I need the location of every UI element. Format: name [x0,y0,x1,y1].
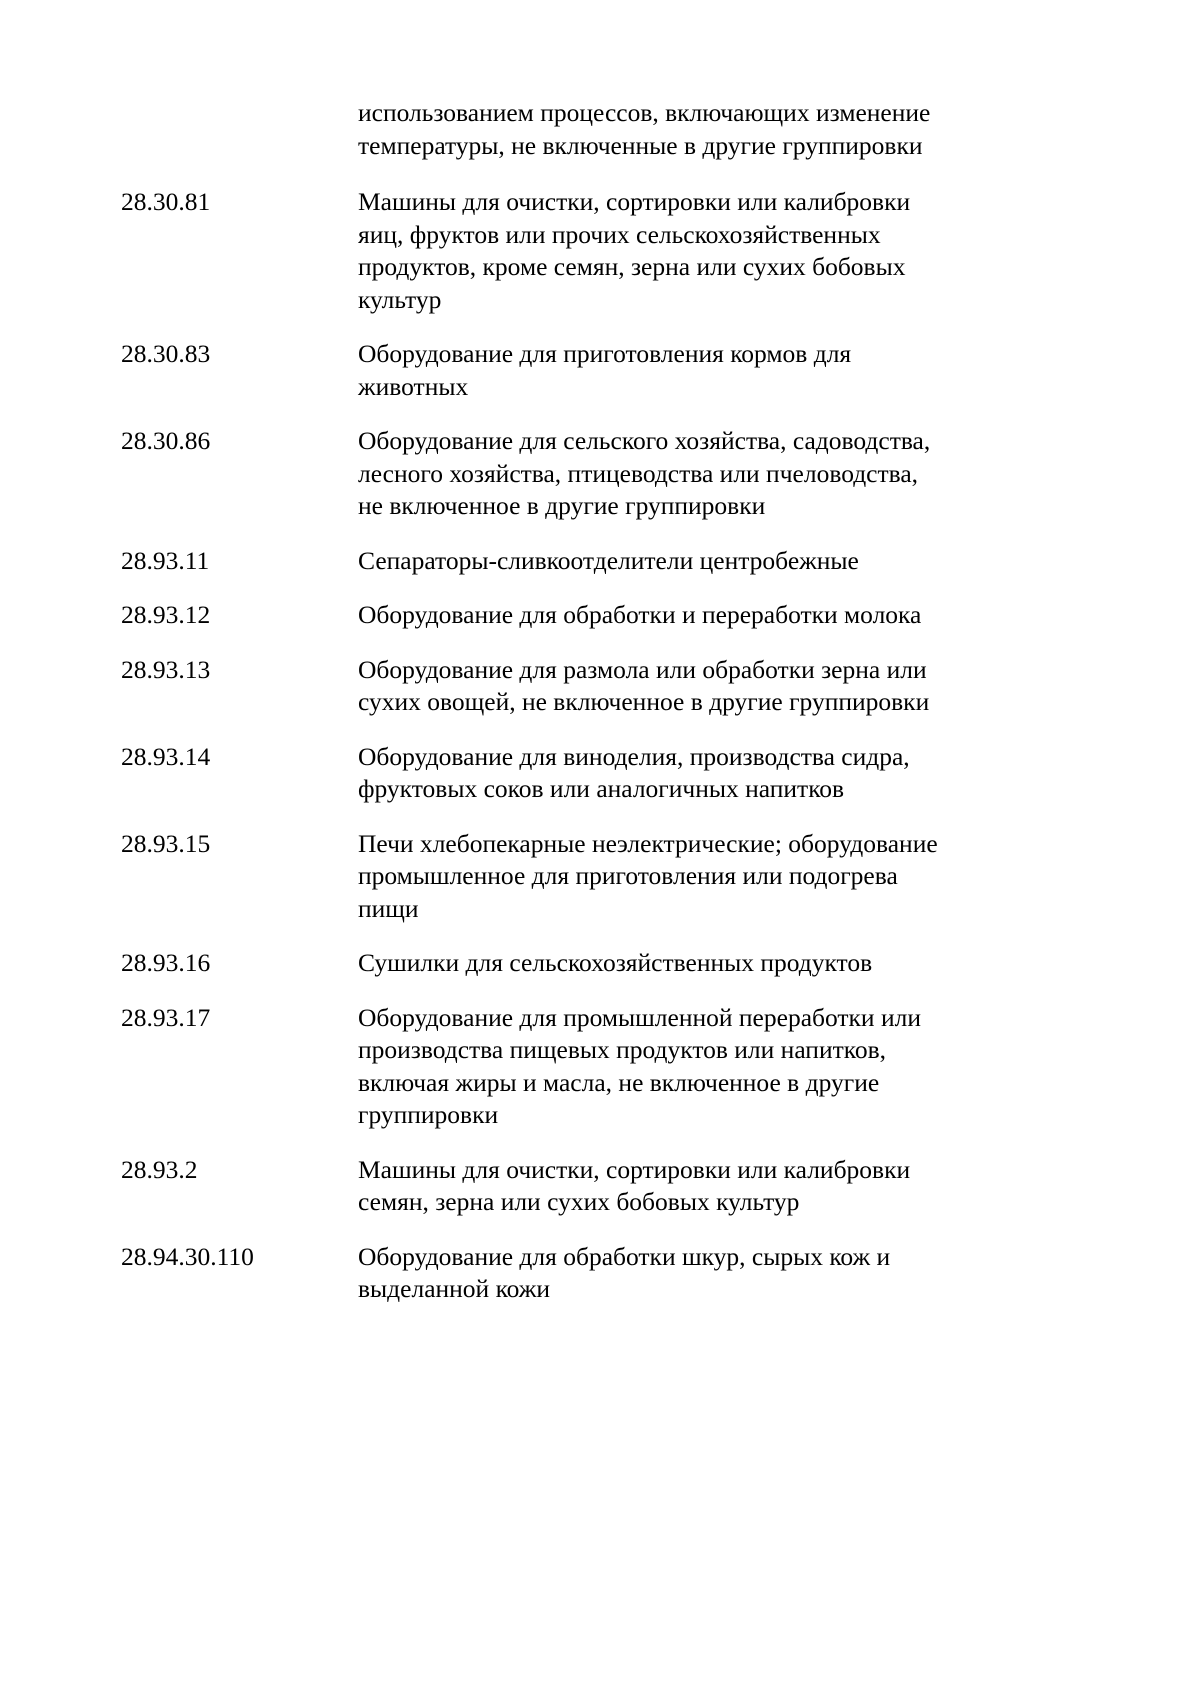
description-line: Оборудование для промышленной переработки или [358,1002,921,1032]
description-line: Сепараторы-сливкоотделители центробежные [358,545,859,575]
description-line: использованием процессов, включающих изменение [358,98,931,127]
description-line: Оборудование для сельского хозяйства, садоводства, [358,426,931,455]
table-row [121,741,1021,806]
classification-code: 28.94.30.110 [121,1241,254,1271]
classification-description [358,828,1021,926]
description-line: Оборудование для приготовления кормов для [358,339,852,368]
description-line: Оборудование для обработки шкур, сырых кож и [358,1241,891,1271]
classification-description [358,338,1021,403]
classification-description [358,545,1021,578]
description-line: Машины для очистки, сортировки или калибровки [358,187,911,216]
classification-description [358,947,1021,980]
description-line: лесного хозяйства, птицеводства или пчеловодства, [358,458,919,488]
description-line: культур [358,284,442,314]
classification-code: 28.93.17 [121,1002,211,1032]
classification-code: 28.93.16 [121,948,211,977]
classification-code: 28.30.81 [121,187,211,216]
classification-description [358,654,1021,719]
description-line: производства пищевых продуктов или напитков, [358,1035,887,1064]
description-line: сухих овощей, не включенное в другие группировки [358,687,930,716]
classification-code: 28.93.13 [121,654,211,684]
description-line: не включенное в другие группировки [358,491,766,520]
classification-description [358,1002,1021,1132]
classification-code: 28.93.11 [121,545,210,575]
description-line: выделанной кожи [358,1274,551,1303]
table-row [121,1002,1021,1132]
classification-code: 28.93.14 [121,741,211,771]
description-line: Сушилки для сельскохозяйственных продуктов [358,948,873,977]
table-row [121,1241,1021,1306]
table-row [121,425,1021,523]
classification-description [358,1241,1021,1306]
description-line: Машины для очистки, сортировки или калибровки [358,1154,911,1184]
description-line: группировки [358,1100,499,1129]
table-row [121,599,1021,632]
table-row [121,947,1021,980]
description-line: семян, зерна или сухих бобовых культур [358,1187,800,1216]
classification-description [358,1154,1021,1219]
description-line: пищи [358,893,419,923]
classification-code: 28.93.15 [121,828,211,858]
table-row [121,654,1021,719]
classification-code: 28.93.2 [121,1154,198,1184]
classification-description [358,741,1021,806]
classification-description [358,186,1021,316]
description-line: Оборудование для обработки и переработки молока [358,600,922,629]
description-line: Оборудование для виноделия, производства сидра, [358,741,910,771]
classification-code: 28.93.12 [121,600,211,629]
classification-code: 28.30.83 [121,339,211,368]
description-line: яиц, фруктов или прочих сельскохозяйственных [358,219,881,249]
description-line: продуктов, кроме семян, зерна или сухих бобовых [358,252,906,281]
classification-description [358,599,1021,632]
classification-description [358,97,1021,162]
table-row [121,97,1021,162]
classification-code: 28.30.86 [121,426,211,455]
classification-description [358,425,1021,523]
description-line: животных [358,371,469,401]
table-row [121,1154,1021,1219]
description-line: Печи хлебопекарные неэлектрические; оборудование [358,828,938,858]
code-table [121,97,1021,1328]
description-line: температуры, не включенные в другие группировки [358,130,923,160]
table-row [121,828,1021,926]
description-line: промышленное для приготовления или подогрева [358,861,898,890]
description-line: Оборудование для размола или обработки зерна или [358,654,927,684]
table-row [121,186,1021,316]
table-row [121,338,1021,403]
description-line: фруктовых соков или аналогичных напитков [358,774,845,803]
table-row [121,545,1021,578]
description-line: включая жиры и масла, не включенное в другие [358,1067,880,1097]
